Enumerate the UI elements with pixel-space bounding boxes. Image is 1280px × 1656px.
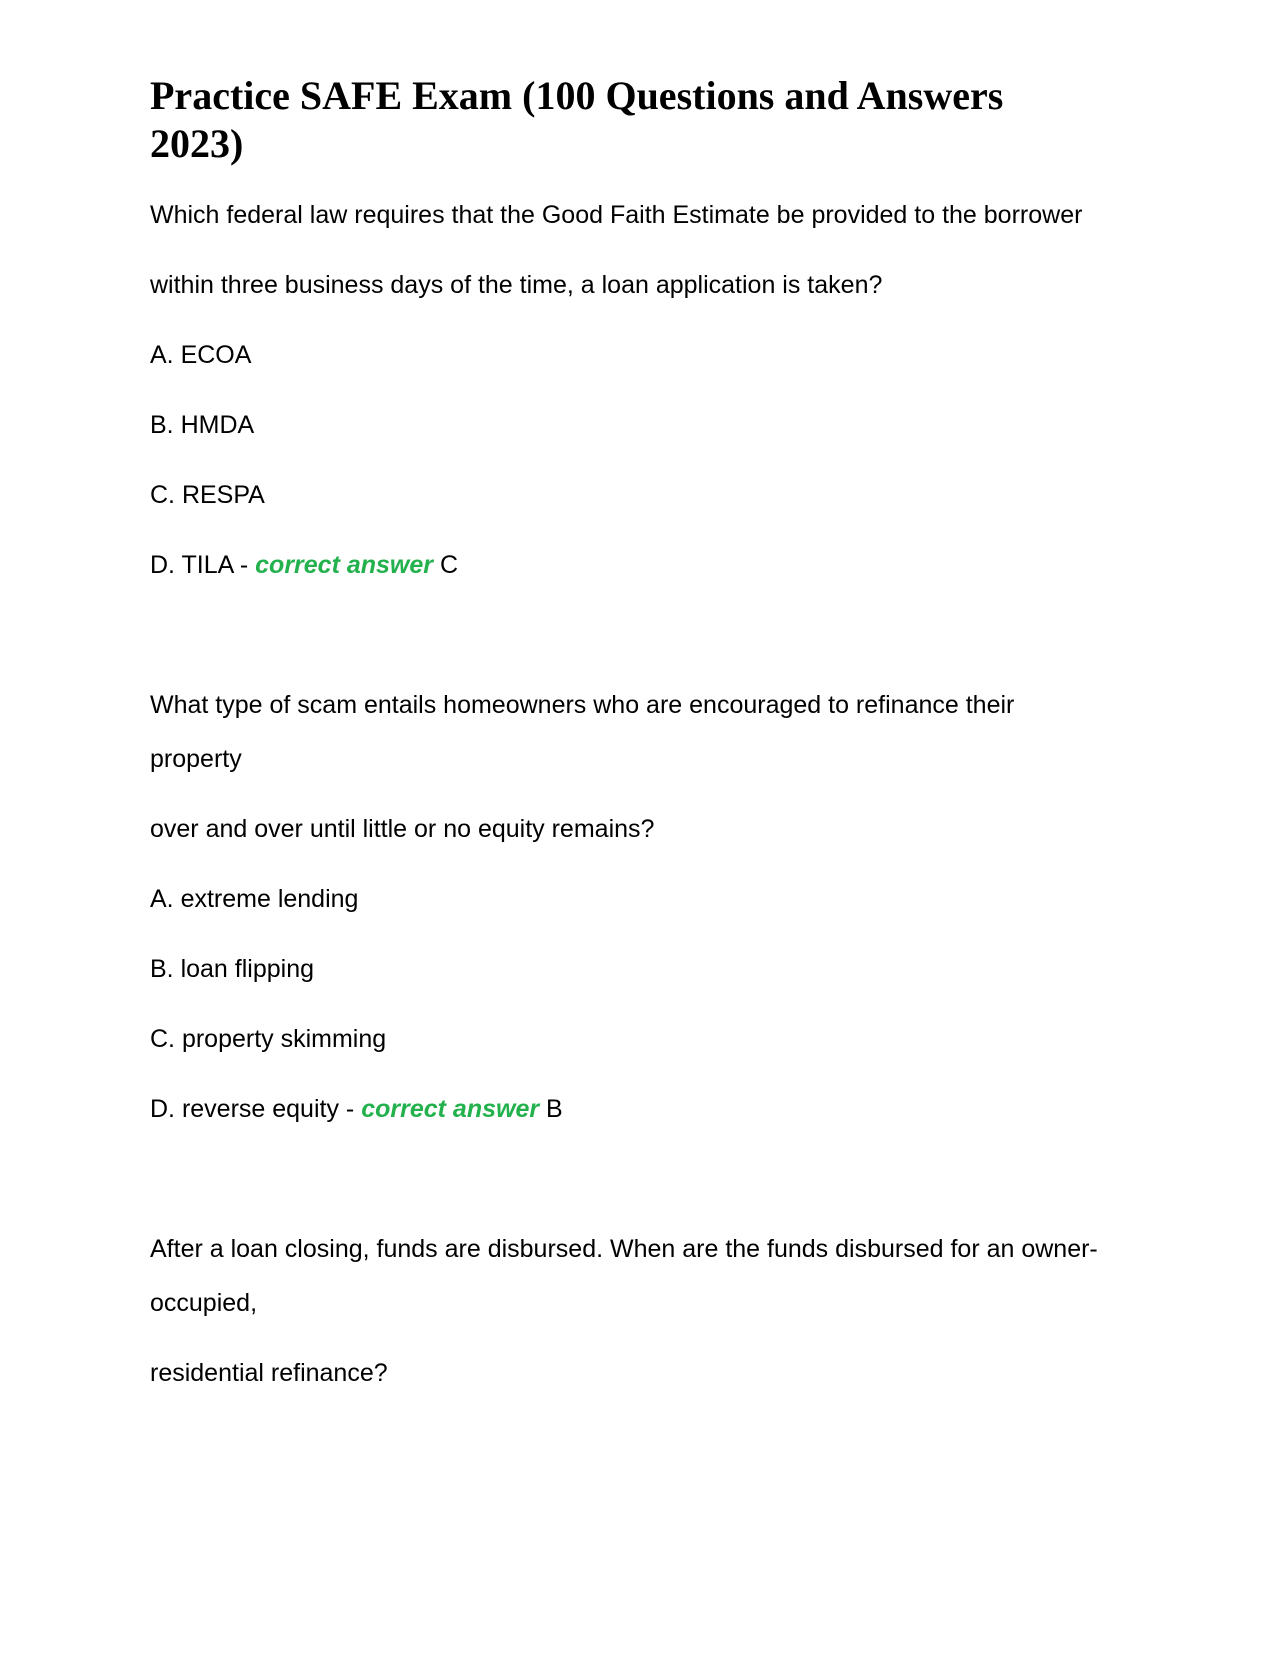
answer-option-text: D. TILA -: [150, 551, 249, 579]
answer-option: C. RESPA: [150, 481, 265, 509]
question-text-continued: residential refinance?: [150, 1359, 388, 1387]
answer-option: A. extreme lending: [150, 885, 359, 913]
question-block: [150, 1222, 1100, 1400]
correct-answer-label: correct answer: [255, 551, 434, 579]
question-text: After a loan closing, funds are disbursed. When are the funds disbursed for an owner-occupied,: [150, 1235, 1098, 1317]
question-block: [150, 678, 1100, 1136]
answer-option: A. ECOA: [150, 341, 252, 369]
document-title: Practice SAFE Exam (100 Questions and Answers 2023): [150, 73, 1004, 166]
correct-answer-label: correct answer: [361, 1095, 540, 1123]
answer-option: B. loan flipping: [150, 955, 315, 983]
answer-option-with-key: [150, 1082, 1100, 1136]
question-text: What type of scam entails homeowners who are encouraged to refinance their property: [150, 691, 1015, 773]
document-content: [150, 72, 1100, 1486]
answer-option-with-key: [150, 538, 1100, 592]
answer-option: C. property skimming: [150, 1025, 387, 1053]
question-text-continued: within three business days of the time, a loan application is taken?: [150, 271, 883, 299]
answer-option: B. HMDA: [150, 411, 255, 439]
question-text-continued: over and over until little or no equity remains?: [150, 815, 655, 843]
question-block: [150, 188, 1100, 592]
question-text: Which federal law requires that the Good Faith Estimate be provided to the borrower: [150, 201, 1083, 229]
correct-answer-value: B: [546, 1095, 563, 1123]
correct-answer-value: C: [439, 551, 459, 579]
answer-option-text: D. reverse equity -: [150, 1095, 355, 1123]
